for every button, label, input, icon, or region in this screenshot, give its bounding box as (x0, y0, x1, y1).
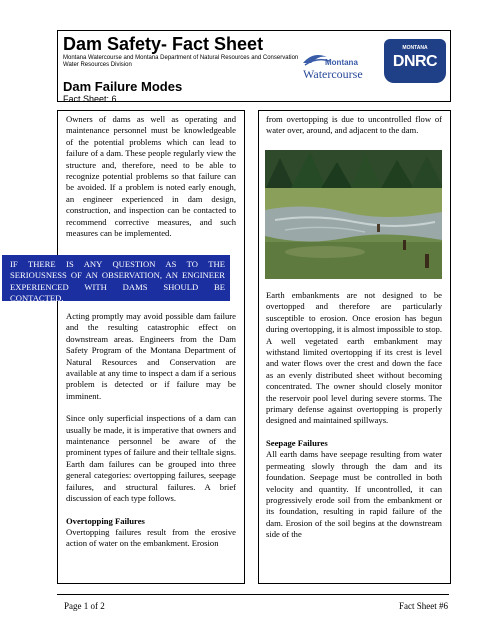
paragraph: Since only superficial inspections of a dam can usually be made, it is imperative that owners and maintenance personnel be aware of the prominent types of failure and their telltale signs. Earth dam failures can be grouped into three general categories: overtopping failures, seepage failures, and structural failures. A brief discussion of each type follows. (66, 413, 236, 504)
paragraph: All earth dams have seepage resulting from water permeating slowly through the dam and its foundation. Seepage must be controlled in both velocity and quantity. If uncontrolled, it can progressively erode soil from the embankment or its foundation, resulting in rapid failure of the dam. Erosion of the soil begins at the downstream side of the (266, 449, 442, 540)
footer-divider (57, 594, 449, 595)
logo-montana-text: Montana (325, 58, 358, 67)
paragraph: Earth embankments are not designed to be overtopped and therefore are particularly susceptible to erosion. Once erosion has begun during overtopping, it is almost impossible to stop. A well vegetated earth embankment may withstand limited overtopping if its crest is level and water flows over the crest and down the face as an evenly distributed sheet without becoming concentrated. The owner should closely monitor the reservoir pool level during severe storms. The primary defense against overtopping is properly designed and maintained spillways. (266, 290, 442, 426)
paragraph: Owners of dams as well as operating and maintenance personnel must be knowledgeable of the potential problems which can lead to failure of a dam. These people regularly view the structure and, therefore, need to be able to recognize potential problems so that failure can be avoided. If a problem is noted early enough, an engineer experienced in dam design, construction, and inspection can be contacted to recommend corrective measures, and such measures can be implemented. (66, 114, 236, 239)
fact-sheet-number: Fact Sheet: 6 (63, 94, 117, 104)
left-column-bottom (66, 311, 236, 561)
left-column-top (66, 114, 236, 250)
paragraph: Overtopping failures result from the erosive action of water on the embankment. Erosion (66, 526, 236, 549)
org-line-2: Water Resources Division (63, 62, 132, 68)
dnrc-text: DNRC (392, 53, 438, 70)
right-column-bottom (266, 290, 442, 552)
header-box (57, 30, 451, 102)
montana-watercourse-logo (301, 49, 369, 83)
section-heading-overtopping: Overtopping Failures (66, 515, 145, 526)
callout-box: IF THERE IS ANY QUESTION AS TO THE SERIOUSNESS OF AN OBSERVATION, AN ENGINEER EXPERIENCED WITH DAMS SHOULD BE CONTACTED. (2, 255, 230, 301)
paragraph: from overtopping is due to uncontrolled flow of water over, around, and adjacent to the dam. (266, 114, 442, 136)
paragraph: Acting promptly may avoid possible dam failure and the resulting catastrophic effect on downstream areas. Engineers from the Dam Safety Program of the Montana Department of Natural Resources and Conservation are available at any time to inspect a dam if a serious problem is detected or if failure may be imminent. (66, 311, 236, 401)
dam-overtopping-photo (265, 150, 442, 279)
logo-watercourse-text: Watercourse (303, 67, 363, 81)
footer-fact-sheet: Fact Sheet #6 (399, 601, 448, 611)
right-column-top (266, 114, 442, 148)
dnrc-logo (384, 39, 446, 83)
dnrc-montana-text: MONTANA (402, 45, 428, 51)
section-heading-seepage: Seepage Failures (266, 437, 328, 448)
org-line-1: Montana Watercourse and Montana Department of Natural Resources and Conservation (63, 55, 299, 61)
page-number: Page 1 of 2 (64, 601, 105, 611)
organization-text (63, 55, 303, 69)
page-subtitle: Dam Failure Modes (63, 79, 183, 94)
page-title: Dam Safety- Fact Sheet (63, 34, 264, 54)
